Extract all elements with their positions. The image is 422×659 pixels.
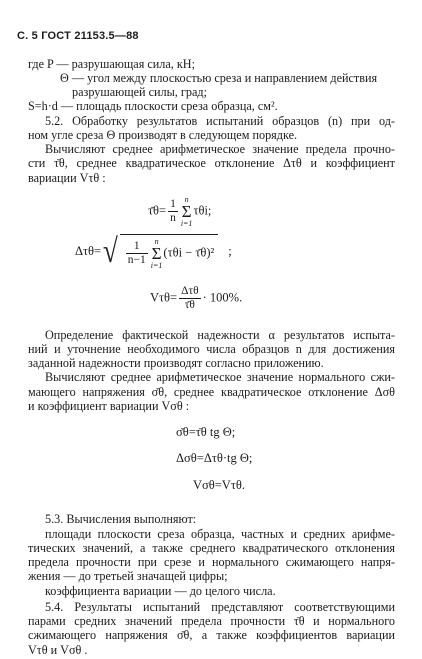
line-3: разрушающей силы, град; xyxy=(72,85,207,99)
line-20: жения — до третьей значащей цифры; xyxy=(28,569,228,583)
line-23: парами средних значений предела прочности τ̄θ и нормального xyxy=(28,614,395,628)
line-1: где P — разрушающая сила, кН; xyxy=(28,57,195,71)
line-15: и коэффициент вариации Vσθ : xyxy=(28,399,190,413)
line-9: вариации Vτθ : xyxy=(28,171,106,185)
line-7: Вычисляют среднее арифметическое значение предела прочно- xyxy=(45,142,395,156)
line-13: Вычисляют среднее арифметическое значение нормального сжи- xyxy=(45,370,395,384)
formula-stddev-tau: Δτθ=√ $\frac{1}{n-1}$ n Σ i=1 (τθi − τ̄θ)² ; xyxy=(75,233,232,270)
line-8: сти τ̄θ, среднее квадратическое отклонение Δτθ и коэффициент xyxy=(28,156,395,170)
line-14: мающего напряжения σ̄θ, среднее квадратическое отклонение Δσθ xyxy=(28,385,395,399)
line-25: Vτθ и Vσθ . xyxy=(28,643,88,657)
line-22: 5.4. Результаты испытаний представляют соответствующими xyxy=(45,600,395,614)
line-18: тических значений, а также среднего квадратического отклонения xyxy=(28,541,395,555)
formula-mean-sigma: σ̄θ=τ̄θ tg Θ; xyxy=(176,425,236,439)
page-header: С. 5 ГОСТ 21153.5—88 xyxy=(17,30,139,42)
line-6: ном угле среза Θ производят в следующем порядке. xyxy=(28,128,298,142)
line-19: предела прочности при срезе и нормального сжимающего напря- xyxy=(28,555,395,569)
line-24: сжимающего напряжения σ̄θ, а также коэффициентов вариации xyxy=(28,628,395,642)
line-4: S=h·d — площадь плоскости среза образца, см². xyxy=(28,99,278,113)
formula-stddev-sigma: Δσθ=Δτθ·tg Θ; xyxy=(176,451,253,465)
line-12: заданной надежности производят согласно приложению. xyxy=(28,356,324,370)
line-21: коэффициента вариации — до целого числа. xyxy=(45,584,276,598)
line-16: 5.3. Вычисления выполняют: xyxy=(45,512,197,526)
formula-variation-sigma: Vσθ=Vτθ. xyxy=(193,478,245,492)
formula-mean-tau: τ̄θ= $\frac{1}{n}$ n Σ i=1 τθi; xyxy=(148,195,212,228)
line-5: 5.2. Обработку результатов испытаний образцов (n) при од- xyxy=(45,114,395,128)
line-11: ний и уточнение необходимого числа образцов n для достижения xyxy=(28,342,395,356)
line-17: площади плоскости среза образца, частных и средних арифме- xyxy=(45,527,395,541)
line-2: Θ — угол между плоскостью среза и направлением действия xyxy=(60,71,378,85)
line-10: Определение фактической надежности α результатов испыта- xyxy=(45,328,395,342)
formula-variation-tau: Vτθ= $\frac{\text{Δτθ}}{\taū\theta}$ · 100%. xyxy=(150,285,243,311)
